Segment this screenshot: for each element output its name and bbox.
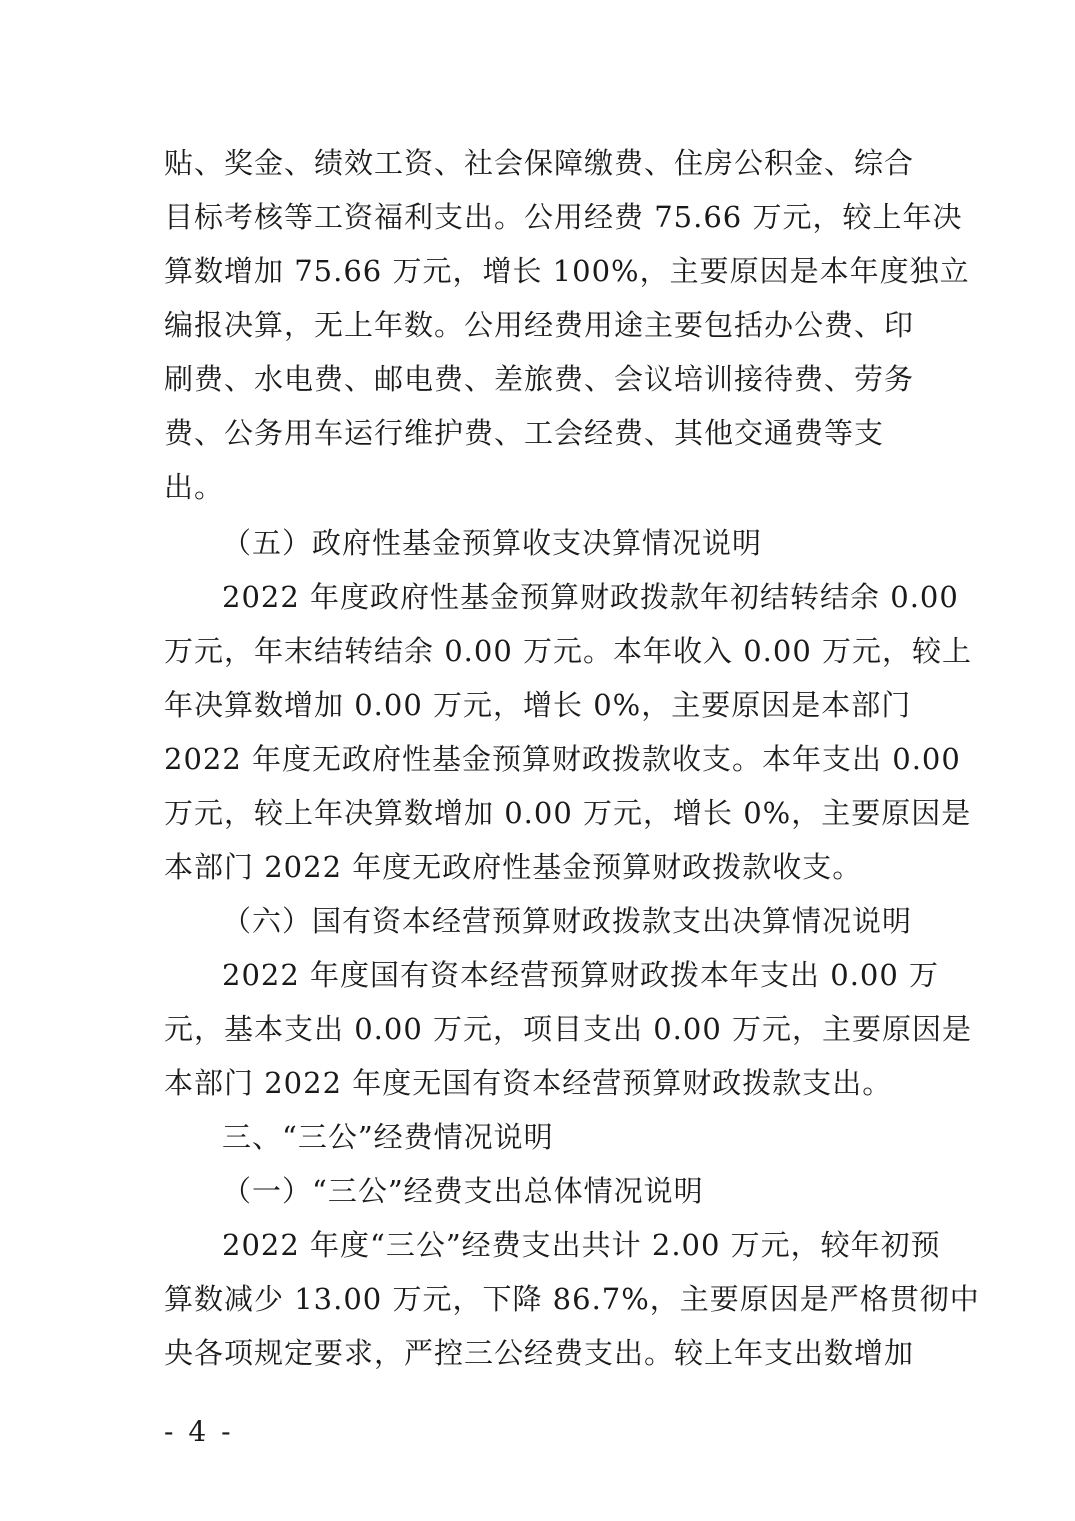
- text-line: 刷费、水电费、邮电费、差旅费、会议培训接待费、劳务: [164, 362, 915, 396]
- text-line: 2022 年度“三公”经费支出共计 2.00 万元，较年初预: [222, 1228, 941, 1262]
- text-line: 年决算数增加 0.00 万元，增长 0%，主要原因是本部门: [164, 688, 912, 722]
- section-3: [164, 1110, 980, 1380]
- text-line: 元，基本支出 0.00 万元，项目支出 0.00 万元，主要原因是: [164, 1012, 973, 1046]
- text-line: 2022 年度政府性基金预算财政拨款年初结转结余 0.00: [222, 580, 959, 614]
- section-6-heading: （六）国有资本经营预算财政拨款支出决算情况说明: [222, 904, 913, 938]
- section-6: [164, 894, 973, 1110]
- text-line: 2022 年度国有资本经营预算财政拨本年支出 0.00 万: [222, 958, 940, 992]
- text-line: 贴、奖金、绩效工资、社会保障缴费、住房公积金、综合: [164, 146, 915, 180]
- text-line: 央各项规定要求，严控三公经费支出。较上年支出数增加: [164, 1336, 915, 1370]
- text-line: 万元，年末结转结余 0.00 万元。本年收入 0.00 万元，较上: [164, 634, 973, 668]
- text-line: 编报决算，无上年数。公用经费用途主要包括办公费、印: [164, 308, 915, 342]
- section-3-heading: 三、“三公”经费情况说明: [222, 1120, 554, 1154]
- text-line: 算数减少 13.00 万元，下降 86.7%，主要原因是严格贯彻中: [164, 1282, 980, 1316]
- text-line: 本部门 2022 年度无政府性基金预算财政拨款收支。: [164, 850, 863, 884]
- text-line: 万元，较上年决算数增加 0.00 万元，增长 0%，主要原因是: [164, 796, 972, 830]
- text-line: 算数增加 75.66 万元，增长 100%，主要原因是本年度独立: [164, 254, 970, 288]
- section-5: [164, 516, 973, 894]
- text-line: 费、公务用车运行维护费、工会经费、其他交通费等支: [164, 416, 885, 450]
- text-line: 目标考核等工资福利支出。公用经费 75.66 万元，较上年决: [164, 200, 963, 234]
- text-line: 本部门 2022 年度无国有资本经营预算财政拨款支出。: [164, 1066, 893, 1100]
- text-line: 2022 年度无政府性基金预算财政拨款收支。本年支出 0.00: [164, 742, 961, 776]
- section-5-heading: （五）政府性基金预算收支决算情况说明: [222, 526, 763, 560]
- paragraph-continuation: [164, 136, 970, 514]
- page-number: - 4 -: [164, 1415, 234, 1448]
- section-3-sub-heading: （一）“三公”经费支出总体情况说明: [222, 1174, 704, 1208]
- text-line: 出。: [164, 470, 225, 504]
